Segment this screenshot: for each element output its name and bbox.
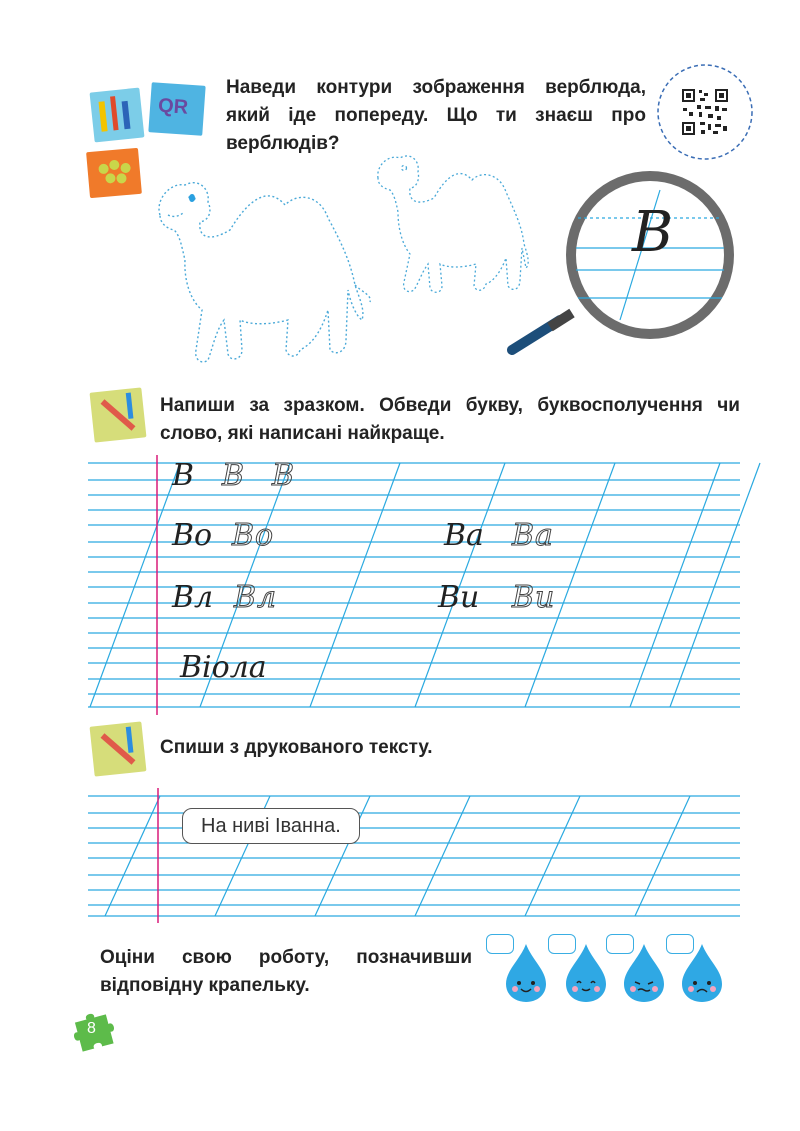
slant-line <box>90 463 180 707</box>
pencil-note-icon <box>90 387 147 442</box>
magnifier-letter: B <box>632 200 674 265</box>
drop-rating-group <box>480 932 740 1006</box>
slant-line <box>525 796 580 916</box>
writing-lines-block-2 <box>0 788 800 923</box>
slant-line <box>310 463 400 707</box>
trace-Ba[interactable]: Ba <box>512 518 554 553</box>
slant-line <box>105 796 160 916</box>
trace-Bi[interactable]: Bи <box>512 580 556 615</box>
pencil-note-icon-2 <box>90 721 147 776</box>
task2-instruction: Напиши за зразком. Обведи букву, буквосполучення чи слово, які написані найкраще. <box>160 395 740 444</box>
trace-B-2[interactable]: B <box>272 458 296 493</box>
sample-B: B <box>172 458 195 493</box>
task4-instruction: Оціни свою роботу, позначивши відповідну крапельку. <box>100 947 472 996</box>
trace-Bo[interactable]: Bo <box>232 518 275 553</box>
tools-note-icon <box>90 88 145 143</box>
sample-Bo: Bo <box>172 518 213 553</box>
task1-instruction: Наведи контури зображення верблюда, який іде попереду. Що ти знаєш про верблюдів? <box>226 77 646 154</box>
sample-Bi: Bи <box>438 580 480 615</box>
sample-Ba: Ba <box>444 518 484 553</box>
camel-large-illustration <box>150 160 380 370</box>
task3-instruction: Спиши з друкованого тексту. <box>160 737 433 758</box>
slant-line <box>635 796 690 916</box>
trace-B-1[interactable]: B <box>222 458 246 493</box>
camel-eye <box>189 194 195 202</box>
sample-word-viola: Віола <box>180 650 267 685</box>
slant-line <box>670 463 760 707</box>
qr-note-icon <box>148 82 205 136</box>
printed-text-box: На ниві Іванна. <box>182 808 360 844</box>
writing-lines-block-1 <box>0 455 800 715</box>
counting-note-icon <box>86 148 142 198</box>
qr-code[interactable] <box>655 62 755 162</box>
slant-line <box>415 796 470 916</box>
page-number: 8 <box>87 1020 96 1037</box>
slant-line <box>630 463 720 707</box>
trace-Bl[interactable]: Bл <box>234 580 278 615</box>
qr-label: QR <box>157 94 189 119</box>
page-number-puzzle-icon <box>70 1008 118 1052</box>
sample-Bl: Bл <box>172 580 214 615</box>
magnifier-illustration <box>500 170 760 360</box>
